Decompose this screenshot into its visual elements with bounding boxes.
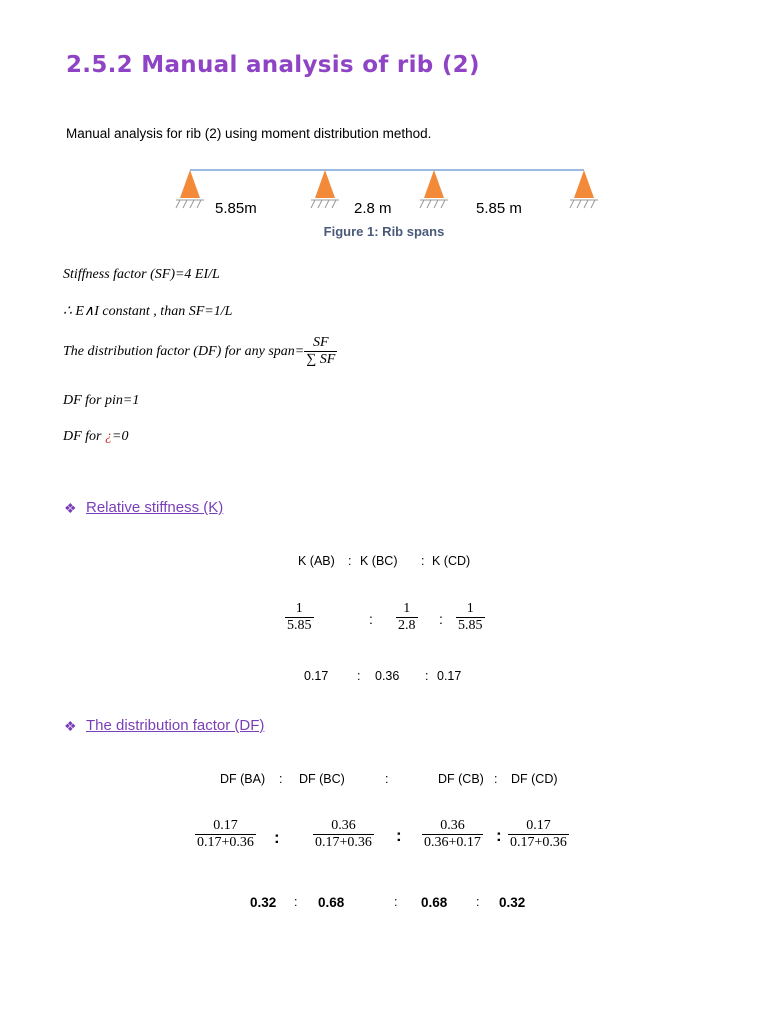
df-fraction	[304, 335, 337, 368]
df-result-colon-1: :	[294, 895, 298, 909]
k-bc-label: K (BC)	[360, 554, 398, 568]
k-value-colon-1: :	[357, 669, 361, 683]
df-result-colon-2: :	[394, 895, 398, 909]
df-cb-label: DF (CB)	[438, 772, 484, 786]
k-ab-label: K (AB)	[298, 554, 335, 568]
df-frac-colon-2: :	[396, 826, 402, 845]
k-frac-colon-2: :	[439, 611, 443, 627]
figure-caption: Figure 1: Rib spans	[323, 224, 445, 239]
df-result-colon-3: :	[476, 895, 480, 909]
support-d	[570, 170, 598, 208]
constant-equation: ∴ E∧I constant , than SF=1/L	[63, 304, 233, 319]
stiffness-equation: Stiffness factor (SF)=4 EI/L	[63, 267, 220, 282]
df-fixed-glyph: ¿	[105, 429, 112, 444]
k-cd-fraction	[456, 601, 485, 634]
bullet-icon: ❖	[64, 718, 77, 734]
df-fixed-suffix: =0	[112, 429, 129, 444]
df-cb-result: 0.68	[421, 895, 448, 910]
k-value-colon-2: :	[425, 669, 429, 683]
df-cd-fraction	[508, 818, 569, 851]
page-title: 2.5.2 Manual analysis of rib (2)	[66, 52, 480, 78]
k-bc-num: 1	[403, 601, 411, 616]
support-b	[311, 170, 339, 208]
bullet-icon: ❖	[64, 500, 77, 516]
df-cd-result: 0.32	[499, 895, 526, 910]
df-equation-label: The distribution factor (DF) for any span=	[63, 343, 305, 359]
k-cd-label: K (CD)	[432, 554, 471, 568]
df-bc-num: 0.36	[331, 818, 356, 833]
k-bc-fraction	[396, 601, 418, 634]
k-cd-value: 0.17	[437, 669, 462, 683]
df-cb-fraction	[422, 818, 483, 851]
span-ab-label: 5.85m	[215, 200, 257, 217]
k-cd-num: 1	[466, 601, 474, 616]
k-bc-den: 2.8	[398, 618, 416, 633]
df-fraction-num: SF	[312, 335, 329, 350]
df-cd-den: 0.17+0.36	[510, 835, 567, 850]
relative-stiffness-heading[interactable]: Relative stiffness (K)	[86, 499, 224, 516]
df-ba-result: 0.32	[250, 895, 277, 910]
k-bc-value: 0.36	[375, 669, 400, 683]
df-colon-1: :	[279, 772, 283, 786]
df-ba-label: DF (BA)	[220, 772, 266, 786]
intro-text: Manual analysis for rib (2) using moment distribution method.	[66, 126, 432, 141]
support-c	[420, 170, 448, 208]
df-ba-num: 0.17	[213, 818, 238, 833]
support-a	[176, 170, 204, 208]
k-ab-den: 5.85	[287, 618, 312, 633]
df-fraction-den: ∑ SF	[306, 352, 336, 367]
df-cb-den: 0.36+0.17	[424, 835, 481, 850]
df-fixed-prefix: DF for	[63, 429, 105, 444]
df-bc-fraction	[313, 818, 374, 851]
df-frac-colon-3: :	[496, 826, 502, 845]
df-bc-result: 0.68	[318, 895, 345, 910]
df-bc-den: 0.17+0.36	[315, 835, 372, 850]
k-ab-value: 0.17	[304, 669, 329, 683]
k-colon-1: :	[348, 554, 352, 568]
span-cd-label: 5.85 m	[476, 200, 522, 217]
df-cb-num: 0.36	[440, 818, 465, 833]
df-colon-3: :	[494, 772, 498, 786]
k-frac-colon-1: :	[369, 611, 373, 627]
distribution-factor-heading[interactable]: The distribution factor (DF)	[86, 717, 265, 734]
k-ab-num: 1	[295, 601, 303, 616]
df-cd-num: 0.17	[526, 818, 551, 833]
df-bc-label: DF (BC)	[299, 772, 345, 786]
df-frac-colon-1: :	[274, 828, 280, 847]
k-cd-den: 5.85	[458, 618, 483, 633]
k-ab-fraction	[285, 601, 314, 634]
df-colon-2: :	[385, 772, 389, 786]
span-bc-label: 2.8 m	[354, 200, 392, 217]
df-cd-label: DF (CD)	[511, 772, 558, 786]
df-ba-den: 0.17+0.36	[197, 835, 254, 850]
df-fixed-equation	[63, 429, 128, 445]
df-pin-equation: DF for pin=1	[63, 393, 140, 408]
k-colon-2: :	[421, 554, 425, 568]
df-ba-fraction	[195, 818, 256, 851]
df-equation	[63, 335, 337, 368]
